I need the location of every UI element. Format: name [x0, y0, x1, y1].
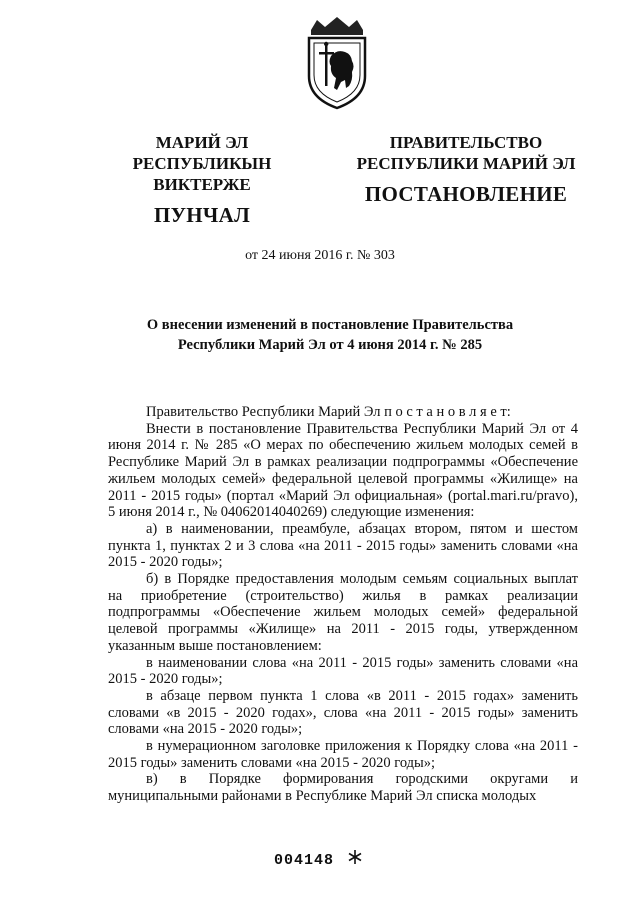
header-right-title: ПОСТАНОВЛЕНИЕ	[364, 182, 568, 206]
title-line-1: О внесении изменений в постановление Правительства	[146, 317, 514, 333]
header-left-line1: МАРИЙ ЭЛ РЕСПУБЛИКЫН	[132, 133, 272, 173]
paragraph-b: б) в Порядке предоставления молодым семьям социальных выплат на приобретение (строительство) жилья в рамках реализации подпрограммы «Обеспечение жильем молодых семей» федеральной целевой программы «Жилище» на 2011 - 2015 годы, утвержденном указанным выше постановлением:	[108, 571, 578, 654]
header-right-line1: ПРАВИТЕЛЬСТВО	[389, 133, 543, 152]
paragraph-main: Внести в постановление Правительства Республики Марий Эл от 4 июня 2014 г. № 285 «О мерах по обеспечению жильем молодых семей в Республике Марий Эл в рамках реализации подпрограммы «Обеспечение жильем молодых семей» федеральной целевой программы «Жилище» на 2011 - 2015 годы» (портал «Марий Эл официальная» (portal.mari.ru/pravo), 5 июня 2014 г., № 04062014040269) следующие изменения:	[108, 420, 578, 521]
header-left-line2: ВИКТЕРЖЕ	[153, 175, 251, 194]
header-right	[350, 132, 582, 205]
paragraph-preamble: Правительство Республики Марий Эл п о с т а н о в л я е т:	[146, 404, 511, 420]
coat-of-arms-icon	[297, 16, 377, 110]
header-right-line2: РЕСПУБЛИКИ МАРИЙ ЭЛ	[356, 154, 576, 173]
document-date: от 24 июня 2016 г. № 303	[245, 248, 395, 263]
serial-number: 004148	[274, 852, 335, 869]
document-body	[108, 404, 578, 805]
paragraph-b-3: в нумерационном заголовке приложения к Порядку слова «на 2011 - 2015 годы» заменить словами «на 2015 - 2020 годы»;	[108, 738, 578, 771]
title-line-2: Республики Марий Эл от 4 июня 2014 г. № 285	[177, 337, 483, 353]
document-title	[110, 315, 550, 355]
header-left-title: ПУНЧАЛ	[153, 203, 251, 227]
paragraph-c: в) в Порядке формирования городскими округами и муниципальными районами в Республике Марий Эл списка молодых	[108, 771, 578, 805]
paragraph-b-1: в наименовании слова «на 2011 - 2015 годы» заменить словами «на 2015 - 2020 годы»;	[108, 654, 578, 688]
snowflake-icon	[347, 849, 363, 865]
paragraph-a: а) в наименовании, преамбуле, абзацах втором, пятом и шестом пункта 1, пунктах 2 и 3 слова «на 2011 - 2015 годы» заменить словами «на 2015 - 2020 годы»;	[108, 520, 578, 571]
header-left	[86, 132, 318, 226]
paragraph-b-2: в абзаце первом пункта 1 слова «в 2011 - 2015 годах» заменить словами «в 2015 - 2020 годах», слова «на 2011 - 2015 годы» заменить словами «на 2015 - 2020 годы»;	[108, 687, 578, 738]
